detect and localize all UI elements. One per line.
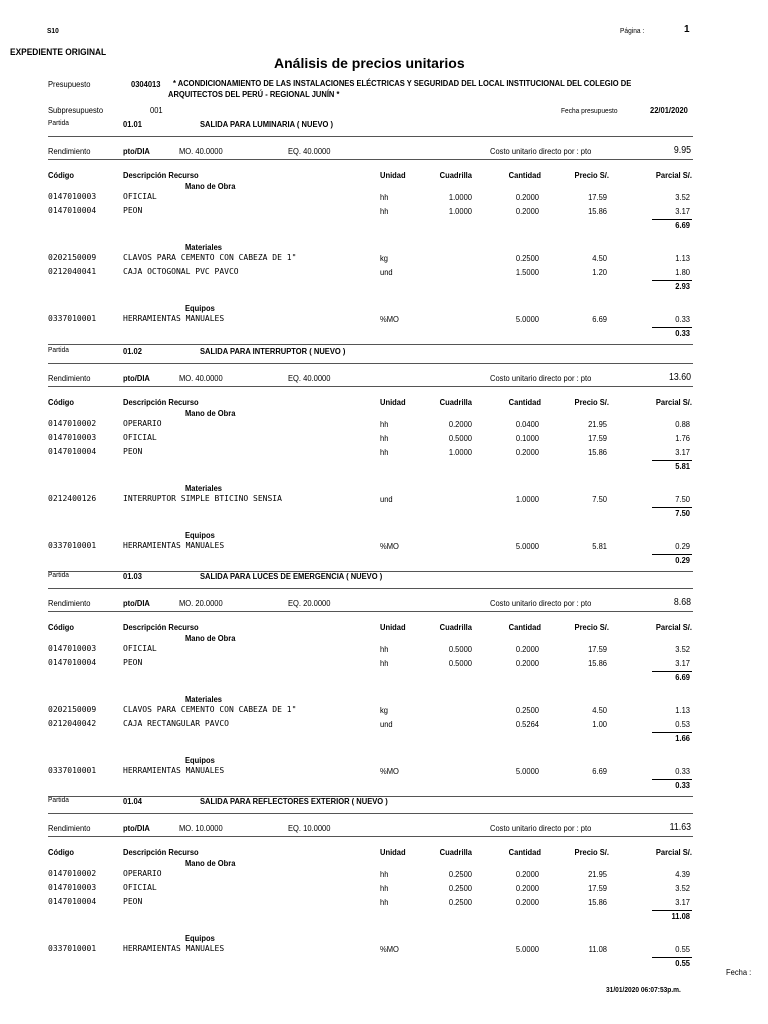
fecha-footer-label: Fecha : [726, 967, 752, 977]
partida-3-col-precio: Precio S/. [574, 622, 609, 632]
partida-3-materiales-row-2-descripcion: CAJA RECTANGULAR PAVCO [123, 719, 229, 728]
partida-1-materiales-row-1-parcial: 1.13 [675, 253, 690, 263]
partida-4-col-cuadrilla: Cuadrilla [439, 847, 472, 857]
partida-3-col-descripcion: Descripción Recurso [123, 622, 199, 632]
partida-2-col-parcial: Parcial S/. [655, 397, 692, 407]
footer-timestamp: 31/01/2020 06:07:53p.m. [606, 985, 681, 994]
partida-3-materiales-row-1-parcial: 1.13 [675, 705, 690, 715]
partida-3-equipos-row-1-unidad: %MO [380, 766, 399, 776]
partida-1-col-cantidad: Cantidad [508, 170, 541, 180]
partida-2-eq-value: EQ. 40.0000 [288, 373, 331, 383]
partida-2-mano-obra-heading: Mano de Obra [185, 408, 236, 418]
partida-2-mano-obra-row-3-cantidad: 0.2000 [515, 447, 539, 457]
partida-2-materiales-total: 7.50 [675, 508, 690, 518]
partida-4-col-descripcion: Descripción Recurso [123, 847, 199, 857]
partida-3-mano-obra-row-1-parcial: 3.52 [675, 644, 690, 654]
partida-3-mano-obra-row-2-codigo: 0147010004 [48, 658, 97, 667]
partida-3-mano-obra-row-2-cantidad: 0.2000 [515, 658, 539, 668]
partida-2-mano-obra-row-1-parcial: 0.88 [675, 419, 690, 429]
partida-3-label: Partida [48, 570, 69, 579]
partida-1-costo-label: Costo unitario directo por : pto [490, 146, 592, 156]
partida-3-mano-obra-row-1-cantidad: 0.2000 [515, 644, 539, 654]
partida-4-mo-value: MO. 10.0000 [179, 823, 223, 833]
partida-4-mano-obra-row-3-codigo: 0147010004 [48, 897, 97, 906]
partida-1-equipos-heading: Equipos [185, 303, 215, 313]
partida-1-mano-obra-total: 6.69 [675, 220, 690, 230]
partida-4-description: SALIDA PARA REFLECTORES EXTERIOR ( NUEVO ) [200, 796, 388, 806]
presupuesto-code: 0304013 [131, 79, 161, 89]
partida-3-materiales-row-2-unidad: und [380, 719, 393, 729]
partida-3-equipos-total: 0.33 [675, 780, 690, 790]
partida-2-divider-top [48, 363, 693, 364]
presupuesto-desc-line1: * ACONDICIONAMIENTO DE LAS INSTALACIONES ELÉCTRICAS Y SEGURIDAD DEL LOCAL INSTITUCIONAL DEL COLEGIO DE [173, 78, 632, 88]
partida-1-mano-obra-row-2-codigo: 0147010004 [48, 206, 97, 215]
partida-4-rendimiento-unit: pto/DIA [123, 823, 150, 833]
partida-3-materiales-row-2-codigo: 0212040042 [48, 719, 97, 728]
partida-4-mano-obra-row-3-cuadrilla: 0.2500 [448, 897, 472, 907]
partida-3-mano-obra-total: 6.69 [675, 672, 690, 682]
partida-4-mano-obra-row-1-parcial: 4.39 [675, 869, 690, 879]
partida-1-rendimiento-label: Rendimiento [48, 146, 91, 156]
partida-1-col-parcial: Parcial S/. [655, 170, 692, 180]
partida-2-equipos-heading: Equipos [185, 530, 215, 540]
partida-4-mano-obra-row-2-precio: 17.59 [588, 883, 607, 893]
partida-3-mano-obra-row-1-descripcion: OFICIAL [123, 644, 157, 653]
partida-3-col-cuadrilla: Cuadrilla [439, 622, 472, 632]
partida-2-col-cantidad: Cantidad [508, 397, 541, 407]
partida-2-mano-obra-row-1-descripcion: OPERARIO [123, 419, 162, 428]
partida-2-col-unidad: Unidad [380, 397, 406, 407]
presupuesto-label: Presupuesto [48, 79, 91, 89]
partida-2-col-descripcion: Descripción Recurso [123, 397, 199, 407]
partida-3-materiales-row-1-unidad: kg [380, 705, 388, 715]
partida-3-mano-obra-row-2-unidad: hh [380, 658, 389, 668]
partida-1-costo-value: 9.95 [673, 145, 691, 156]
partida-3-materiales-total: 1.66 [675, 733, 690, 743]
partida-2-mano-obra-row-1-precio: 21.95 [588, 419, 607, 429]
fecha-presupuesto: 22/01/2020 [650, 105, 688, 115]
partida-2-mano-obra-row-3-descripcion: PEON [123, 447, 143, 456]
partida-1-materiales-row-2-cantidad: 1.5000 [515, 267, 539, 277]
partida-3-equipos-row-1-descripcion: HERRAMIENTAS MANUALES [123, 766, 225, 775]
partida-4-equipos-row-1-unidad: %MO [380, 944, 399, 954]
partida-3-rendimiento-label: Rendimiento [48, 598, 91, 608]
document-title: Análisis de precios unitarios [274, 55, 465, 71]
partida-2-col-cuadrilla: Cuadrilla [439, 397, 472, 407]
page-label: Página : [620, 26, 645, 35]
partida-4-label: Partida [48, 795, 69, 804]
partida-3-mano-obra-row-2-cuadrilla: 0.5000 [448, 658, 472, 668]
partida-1-mano-obra-row-2-cuadrilla: 1.0000 [448, 206, 472, 216]
partida-3-materiales-heading: Materiales [185, 694, 223, 704]
partida-3-col-unidad: Unidad [380, 622, 406, 632]
partida-2-mano-obra-row-3-codigo: 0147010004 [48, 447, 97, 456]
partida-4-equipos-row-1-parcial: 0.55 [675, 944, 690, 954]
partida-2-materiales-row-1-descripcion: INTERRUPTOR SIMPLE BTICINO SENSIA [123, 494, 282, 503]
partida-4-col-codigo: Código [48, 847, 75, 857]
partida-4-mano-obra-row-2-unidad: hh [380, 883, 389, 893]
partida-2-materiales-row-1-codigo: 0212400126 [48, 494, 97, 503]
partida-1-mano-obra-row-1-cantidad: 0.2000 [515, 192, 539, 202]
partida-1-materiales-row-2-precio: 1.20 [592, 267, 607, 277]
partida-1-materiales-heading: Materiales [185, 242, 223, 252]
partida-3-mano-obra-row-2-descripcion: PEON [123, 658, 143, 667]
partida-4-mano-obra-row-3-cantidad: 0.2000 [515, 897, 539, 907]
partida-1-materiales-row-2-codigo: 0212040041 [48, 267, 97, 276]
partida-3-mano-obra-row-1-cuadrilla: 0.5000 [448, 644, 472, 654]
partida-1-divider-end [48, 344, 693, 345]
partida-2-mo-value: MO. 40.0000 [179, 373, 223, 383]
partida-1-equipos-row-1-unidad: %MO [380, 314, 399, 324]
partida-4-eq-value: EQ. 10.0000 [288, 823, 331, 833]
partida-3-materiales-row-2-cantidad: 0.5264 [515, 719, 539, 729]
partida-3-mano-obra-row-1-unidad: hh [380, 644, 389, 654]
partida-4-code: 01.04 [123, 796, 142, 806]
partida-1-materiales-row-1-precio: 4.50 [592, 253, 607, 263]
partida-1-mano-obra-row-1-unidad: hh [380, 192, 389, 202]
partida-1-materiales-row-2-descripcion: CAJA OCTOGONAL PVC PAVCO [123, 267, 239, 276]
partida-4-equipos-row-1-precio: 11.08 [588, 944, 607, 954]
partida-3-eq-value: EQ. 20.0000 [288, 598, 331, 608]
partida-4-equipos-row-1-descripcion: HERRAMIENTAS MANUALES [123, 944, 225, 953]
partida-3-equipos-heading: Equipos [185, 755, 215, 765]
partida-1-label: Partida [48, 118, 69, 127]
partida-1-equipos-row-1-precio: 6.69 [592, 314, 607, 324]
partida-2-costo-label: Costo unitario directo por : pto [490, 373, 592, 383]
partida-1-col-unidad: Unidad [380, 170, 406, 180]
partida-4-costo-value: 11.63 [669, 822, 691, 833]
partida-3-mano-obra-heading: Mano de Obra [185, 633, 236, 643]
partida-4-col-cantidad: Cantidad [508, 847, 541, 857]
system-label: S10 [47, 26, 59, 35]
partida-4-divider-mid [48, 836, 693, 837]
partida-3-col-cantidad: Cantidad [508, 622, 541, 632]
partida-3-code: 01.03 [123, 571, 142, 581]
partida-2-materiales-row-1-unidad: und [380, 494, 393, 504]
partida-4-col-precio: Precio S/. [574, 847, 609, 857]
partida-3-description: SALIDA PARA LUCES DE EMERGENCIA ( NUEVO ) [200, 571, 383, 581]
partida-3-costo-value: 8.68 [673, 597, 691, 608]
partida-2-mano-obra-row-1-cuadrilla: 0.2000 [448, 419, 472, 429]
partida-4-costo-label: Costo unitario directo por : pto [490, 823, 592, 833]
partida-1-col-descripcion: Descripción Recurso [123, 170, 199, 180]
partida-1-eq-value: EQ. 40.0000 [288, 146, 331, 156]
partida-2-mano-obra-row-2-cantidad: 0.1000 [515, 433, 539, 443]
partida-2-divider-mid [48, 386, 693, 387]
partida-1-mano-obra-row-2-cantidad: 0.2000 [515, 206, 539, 216]
partida-2-col-codigo: Código [48, 397, 75, 407]
presupuesto-desc-line2: ARQUITECTOS DEL PERÚ - REGIONAL JUNÍN * [168, 89, 340, 99]
partida-4-col-unidad: Unidad [380, 847, 406, 857]
partida-1-materiales-row-1-unidad: kg [380, 253, 388, 263]
partida-4-mano-obra-heading: Mano de Obra [185, 858, 236, 868]
partida-2-mano-obra-row-3-parcial: 3.17 [675, 447, 690, 457]
partida-1-code: 01.01 [123, 119, 142, 129]
partida-3-rendimiento-unit: pto/DIA [123, 598, 150, 608]
partida-3-equipos-row-1-parcial: 0.33 [675, 766, 690, 776]
partida-2-mano-obra-row-1-codigo: 0147010002 [48, 419, 97, 428]
partida-2-costo-value: 13.60 [668, 372, 691, 383]
partida-2-materiales-row-1-precio: 7.50 [592, 494, 607, 504]
partida-2-mano-obra-row-2-unidad: hh [380, 433, 389, 443]
partida-3-costo-label: Costo unitario directo por : pto [490, 598, 592, 608]
partida-4-equipos-row-1-cantidad: 5.0000 [515, 944, 539, 954]
partida-3-mo-value: MO. 20.0000 [179, 598, 223, 608]
partida-1-equipos-row-1-descripcion: HERRAMIENTAS MANUALES [123, 314, 225, 323]
partida-3-divider-mid [48, 611, 693, 612]
partida-2-equipos-total: 0.29 [675, 555, 690, 565]
partida-4-mano-obra-row-3-unidad: hh [380, 897, 389, 907]
partida-2-materiales-row-1-parcial: 7.50 [675, 494, 690, 504]
partida-3-col-parcial: Parcial S/. [655, 622, 692, 632]
subpresupuesto-label: Subpresupuesto [48, 105, 104, 115]
partida-3-mano-obra-row-1-precio: 17.59 [588, 644, 607, 654]
partida-1-rendimiento-unit: pto/DIA [123, 146, 150, 156]
partida-1-equipos-row-1-parcial: 0.33 [675, 314, 690, 324]
partida-2-equipos-row-1-codigo: 0337010001 [48, 541, 97, 550]
partida-3-mano-obra-row-1-codigo: 0147010003 [48, 644, 97, 653]
partida-1-mano-obra-row-1-descripcion: OFICIAL [123, 192, 157, 201]
partida-1-mano-obra-row-1-precio: 17.59 [588, 192, 607, 202]
partida-1-divider-mid [48, 159, 693, 160]
partida-4-mano-obra-row-3-parcial: 3.17 [675, 897, 690, 907]
partida-2-equipos-row-1-descripcion: HERRAMIENTAS MANUALES [123, 541, 225, 550]
partida-4-mano-obra-row-2-descripcion: OFICIAL [123, 883, 157, 892]
partida-2-mano-obra-row-1-unidad: hh [380, 419, 389, 429]
partida-2-mano-obra-row-1-cantidad: 0.0400 [515, 419, 539, 429]
partida-2-mano-obra-row-3-unidad: hh [380, 447, 389, 457]
partida-1-col-precio: Precio S/. [574, 170, 609, 180]
partida-3-materiales-row-2-precio: 1.00 [592, 719, 607, 729]
subpresupuesto-code: 001 [150, 105, 163, 115]
partida-2-rendimiento-label: Rendimiento [48, 373, 91, 383]
partida-2-mano-obra-row-2-codigo: 0147010003 [48, 433, 97, 442]
partida-1-divider-top [48, 136, 693, 137]
partida-1-equipos-total: 0.33 [675, 328, 690, 338]
partida-1-col-codigo: Código [48, 170, 75, 180]
partida-1-materiales-row-1-cantidad: 0.2500 [515, 253, 539, 263]
partida-3-col-codigo: Código [48, 622, 75, 632]
partida-2-materiales-row-1-cantidad: 1.0000 [515, 494, 539, 504]
partida-4-divider-top [48, 813, 693, 814]
partida-4-mano-obra-row-1-cuadrilla: 0.2500 [448, 869, 472, 879]
expediente-label: EXPEDIENTE ORIGINAL [10, 47, 107, 58]
partida-2-label: Partida [48, 345, 69, 354]
partida-1-materiales-row-2-unidad: und [380, 267, 393, 277]
partida-1-mano-obra-heading: Mano de Obra [185, 181, 236, 191]
partida-3-equipos-row-1-cantidad: 5.0000 [515, 766, 539, 776]
partida-1-materiales-row-1-descripcion: CLAVOS PARA CEMENTO CON CABEZA DE 1" [123, 253, 297, 262]
partida-2-mano-obra-row-2-precio: 17.59 [588, 433, 607, 443]
partida-1-mano-obra-row-1-codigo: 0147010003 [48, 192, 97, 201]
partida-2-mano-obra-row-3-precio: 15.86 [588, 447, 607, 457]
page-number: 1 [684, 24, 690, 35]
partida-3-equipos-row-1-precio: 6.69 [592, 766, 607, 776]
partida-3-materiales-row-1-codigo: 0202150009 [48, 705, 97, 714]
partida-1-description: SALIDA PARA LUMINARIA ( NUEVO ) [200, 119, 334, 129]
partida-4-equipos-heading: Equipos [185, 933, 215, 943]
partida-4-mano-obra-row-2-cuadrilla: 0.2500 [448, 883, 472, 893]
partida-2-equipos-row-1-parcial: 0.29 [675, 541, 690, 551]
partida-4-mano-obra-row-3-precio: 15.86 [588, 897, 607, 907]
partida-4-mano-obra-row-1-codigo: 0147010002 [48, 869, 97, 878]
partida-1-mano-obra-row-2-descripcion: PEON [123, 206, 143, 215]
partida-1-materiales-row-1-codigo: 0202150009 [48, 253, 97, 262]
partida-4-equipos-row-1-codigo: 0337010001 [48, 944, 97, 953]
partida-1-materiales-row-2-parcial: 1.80 [675, 267, 690, 277]
partida-2-mano-obra-row-2-cuadrilla: 0.5000 [448, 433, 472, 443]
partida-1-mano-obra-row-2-parcial: 3.17 [675, 206, 690, 216]
partida-2-equipos-row-1-cantidad: 5.0000 [515, 541, 539, 551]
partida-1-mano-obra-row-2-unidad: hh [380, 206, 389, 216]
partida-2-col-precio: Precio S/. [574, 397, 609, 407]
partida-4-mano-obra-row-2-cantidad: 0.2000 [515, 883, 539, 893]
partida-3-divider-top [48, 588, 693, 589]
partida-4-col-parcial: Parcial S/. [655, 847, 692, 857]
partida-4-mano-obra-row-1-cantidad: 0.2000 [515, 869, 539, 879]
partida-1-mo-value: MO. 40.0000 [179, 146, 223, 156]
partida-4-mano-obra-row-1-precio: 21.95 [588, 869, 607, 879]
partida-4-equipos-total: 0.55 [675, 958, 690, 968]
partida-2-equipos-row-1-unidad: %MO [380, 541, 399, 551]
partida-1-mano-obra-row-1-cuadrilla: 1.0000 [448, 192, 472, 202]
partida-4-mano-obra-total: 11.08 [671, 911, 690, 921]
partida-3-mano-obra-row-2-precio: 15.86 [588, 658, 607, 668]
partida-1-materiales-total: 2.93 [675, 281, 690, 291]
partida-2-mano-obra-row-3-cuadrilla: 1.0000 [448, 447, 472, 457]
partida-3-materiales-row-1-precio: 4.50 [592, 705, 607, 715]
partida-2-rendimiento-unit: pto/DIA [123, 373, 150, 383]
partida-1-equipos-row-1-cantidad: 5.0000 [515, 314, 539, 324]
partida-2-mano-obra-row-2-parcial: 1.76 [675, 433, 690, 443]
partida-3-mano-obra-row-2-parcial: 3.17 [675, 658, 690, 668]
partida-2-mano-obra-total: 5.81 [675, 461, 690, 471]
fecha-presupuesto-label: Fecha presupuesto [561, 106, 618, 115]
partida-4-mano-obra-row-1-unidad: hh [380, 869, 389, 879]
partida-2-equipos-row-1-precio: 5.81 [592, 541, 607, 551]
partida-1-mano-obra-row-1-parcial: 3.52 [675, 192, 690, 202]
partida-3-materiales-row-2-parcial: 0.53 [675, 719, 690, 729]
partida-1-equipos-row-1-codigo: 0337010001 [48, 314, 97, 323]
partida-4-mano-obra-row-1-descripcion: OPERARIO [123, 869, 162, 878]
partida-2-code: 01.02 [123, 346, 142, 356]
partida-2-materiales-heading: Materiales [185, 483, 223, 493]
partida-1-mano-obra-row-2-precio: 15.86 [588, 206, 607, 216]
partida-3-materiales-row-1-descripcion: CLAVOS PARA CEMENTO CON CABEZA DE 1" [123, 705, 297, 714]
partida-4-rendimiento-label: Rendimiento [48, 823, 91, 833]
partida-4-mano-obra-row-2-parcial: 3.52 [675, 883, 690, 893]
partida-3-materiales-row-1-cantidad: 0.2500 [515, 705, 539, 715]
partida-4-mano-obra-row-2-codigo: 0147010003 [48, 883, 97, 892]
partida-3-equipos-row-1-codigo: 0337010001 [48, 766, 97, 775]
partida-2-mano-obra-row-2-descripcion: OFICIAL [123, 433, 157, 442]
partida-1-col-cuadrilla: Cuadrilla [439, 170, 472, 180]
partida-4-mano-obra-row-3-descripcion: PEON [123, 897, 143, 906]
partida-2-description: SALIDA PARA INTERRUPTOR ( NUEVO ) [200, 346, 346, 356]
